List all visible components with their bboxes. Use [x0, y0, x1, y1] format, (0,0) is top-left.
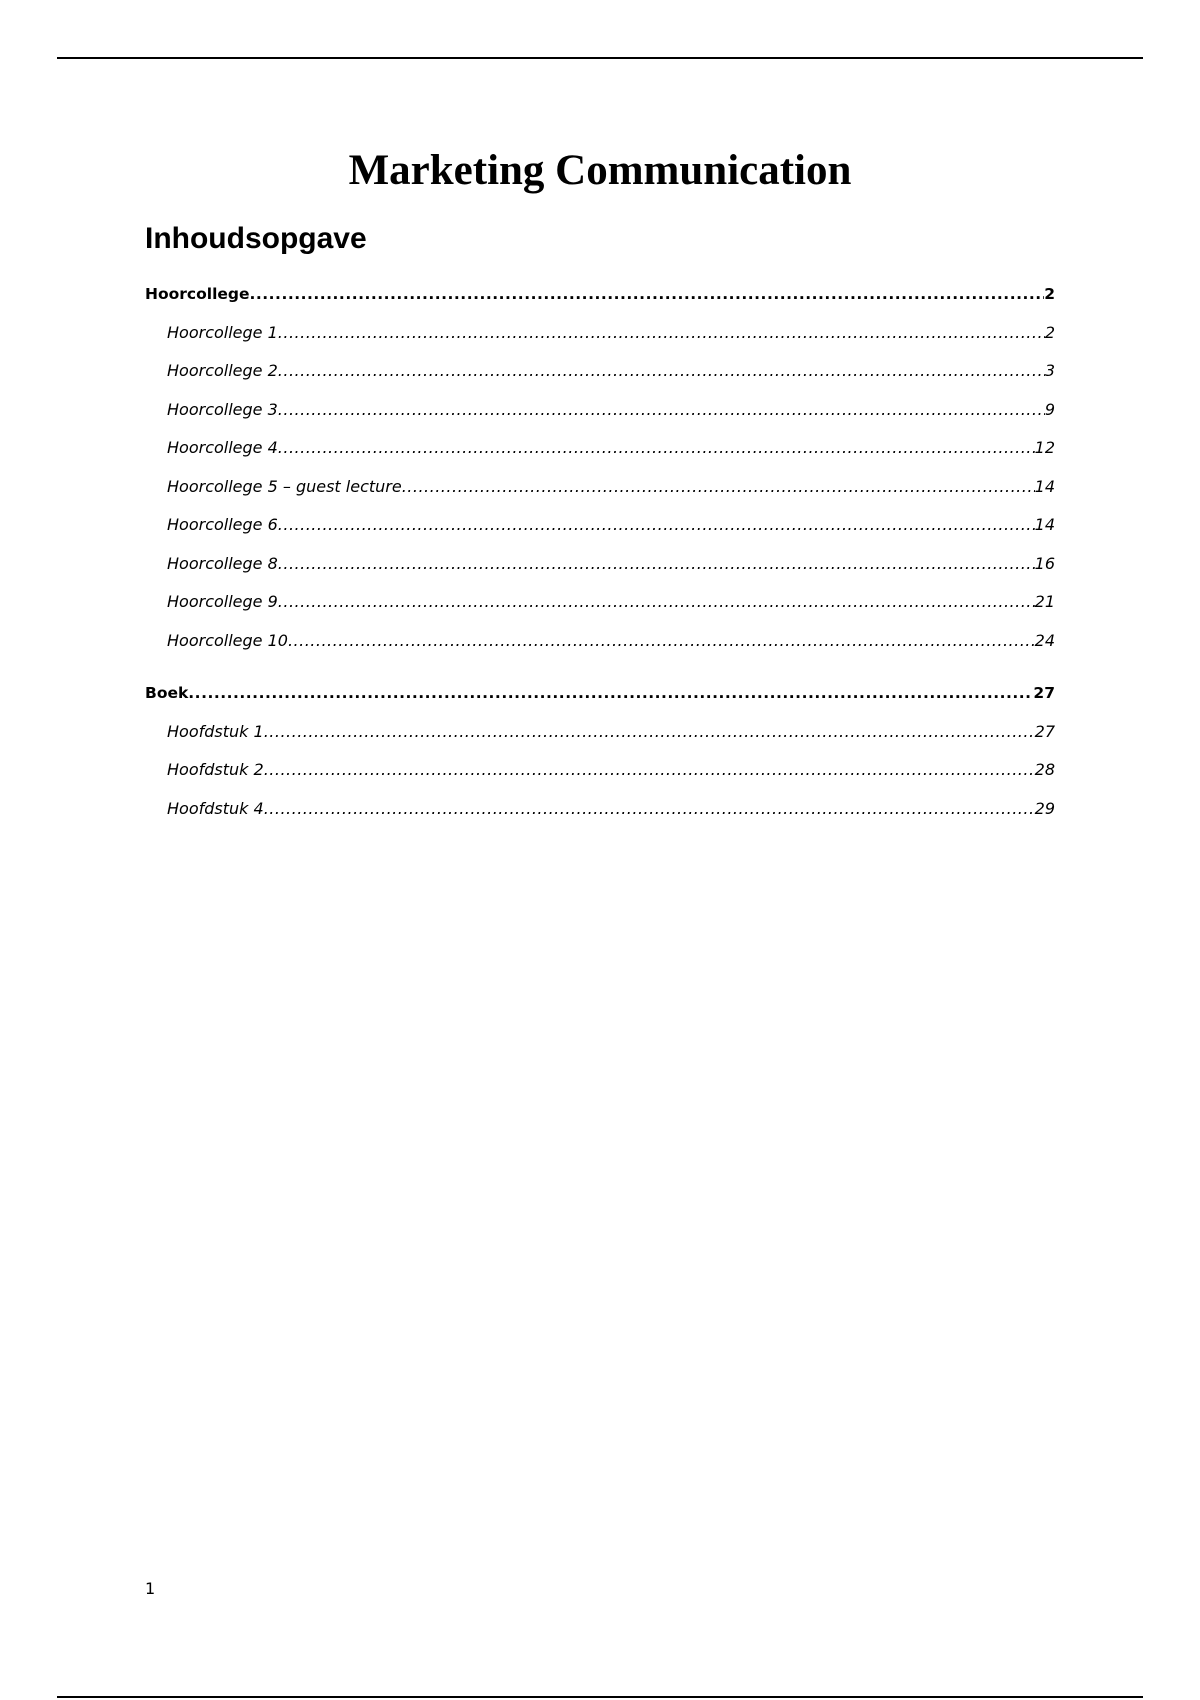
toc-dot-leader: [264, 796, 1035, 822]
toc-dot-leader: [188, 680, 1033, 706]
toc-entry-page: 28: [1034, 760, 1055, 779]
toc-entry-hoorcollege-10[interactable]: [145, 628, 1055, 667]
toc-entry-page: 2: [1044, 285, 1055, 303]
document-title: Marketing Communication: [348, 147, 852, 194]
toc-heading: Inhoudsopgave: [145, 222, 367, 255]
toc-entry-hoorcollege-6[interactable]: [145, 512, 1055, 551]
toc-entry-hoorcollege-9[interactable]: [145, 589, 1055, 628]
toc-entry-page: 21: [1034, 592, 1055, 611]
toc-section-hoorcollege[interactable]: [145, 281, 1055, 320]
toc-dot-leader: [278, 512, 1035, 538]
toc-section-boek[interactable]: [145, 680, 1055, 719]
toc-dot-leader: [278, 435, 1035, 461]
toc-entry-page: 27: [1033, 684, 1055, 702]
toc-entry-label: Boek: [145, 684, 189, 702]
toc-entry-label: Hoorcollege 9: [167, 592, 278, 611]
toc-entry-page: 27: [1034, 721, 1055, 741]
toc-entry-label: Hoorcollege: [145, 285, 250, 303]
toc-dot-leader: [264, 757, 1035, 783]
toc-dot-leader: [278, 358, 1045, 384]
toc-entry-page: 2: [1044, 322, 1055, 342]
toc-entry-label: Hoorcollege 10: [167, 630, 288, 650]
toc-entry-label: Hoofdstuk 4: [167, 798, 264, 818]
toc-entry-hoorcollege-1[interactable]: [145, 320, 1055, 359]
toc-entry-hoorcollege-4[interactable]: [145, 435, 1055, 474]
toc-dot-leader: [278, 397, 1045, 423]
toc-entry-label: Hoorcollege 5 – guest lecture: [167, 476, 402, 496]
toc-entry-page: 16: [1034, 553, 1055, 573]
toc-entry-label: Hoorcollege 2: [167, 361, 278, 380]
toc-entry-hoorcollege-8[interactable]: [145, 551, 1055, 590]
page-top-rule: [57, 57, 1143, 59]
toc-entry-hoofdstuk-4[interactable]: [145, 796, 1055, 835]
toc-entry-page: 14: [1034, 515, 1055, 534]
toc-entry-label: Hoorcollege 3: [167, 399, 278, 419]
toc-dot-leader: [288, 628, 1035, 654]
toc-entry-page: 29: [1034, 798, 1055, 818]
table-of-contents: [145, 281, 1055, 834]
toc-entry-page: 12: [1034, 438, 1055, 457]
toc-entry-page: 24: [1034, 630, 1055, 650]
toc-entry-label: Hoorcollege 8: [167, 553, 278, 573]
toc-entry-hoofdstuk-1[interactable]: [145, 719, 1055, 758]
toc-entry-label: Hoorcollege 4: [167, 438, 278, 457]
toc-entry-page: 14: [1034, 476, 1055, 496]
toc-entry-page: 9: [1044, 399, 1055, 419]
toc-entry-label: Hoofdstuk 1: [167, 721, 264, 741]
toc-dot-leader: [278, 589, 1035, 615]
page-bottom-rule: [57, 1696, 1143, 1698]
toc-entry-label: Hoorcollege 1: [167, 322, 278, 342]
toc-entry-hoorcollege-3[interactable]: [145, 397, 1055, 436]
toc-dot-leader: [402, 474, 1035, 500]
toc-entry-label: Hoofdstuk 2: [167, 760, 264, 779]
toc-dot-leader: [278, 551, 1035, 577]
toc-entry-hoorcollege-5[interactable]: [145, 474, 1055, 513]
toc-entry-hoorcollege-2[interactable]: [145, 358, 1055, 397]
page-number: 1: [145, 1579, 156, 1598]
toc-entry-hoofdstuk-2[interactable]: [145, 757, 1055, 796]
toc-entry-page: 3: [1044, 361, 1055, 380]
toc-dot-leader: [250, 281, 1045, 307]
toc-dot-leader: [264, 719, 1035, 745]
toc-entry-label: Hoorcollege 6: [167, 515, 278, 534]
toc-dot-leader: [278, 320, 1045, 346]
